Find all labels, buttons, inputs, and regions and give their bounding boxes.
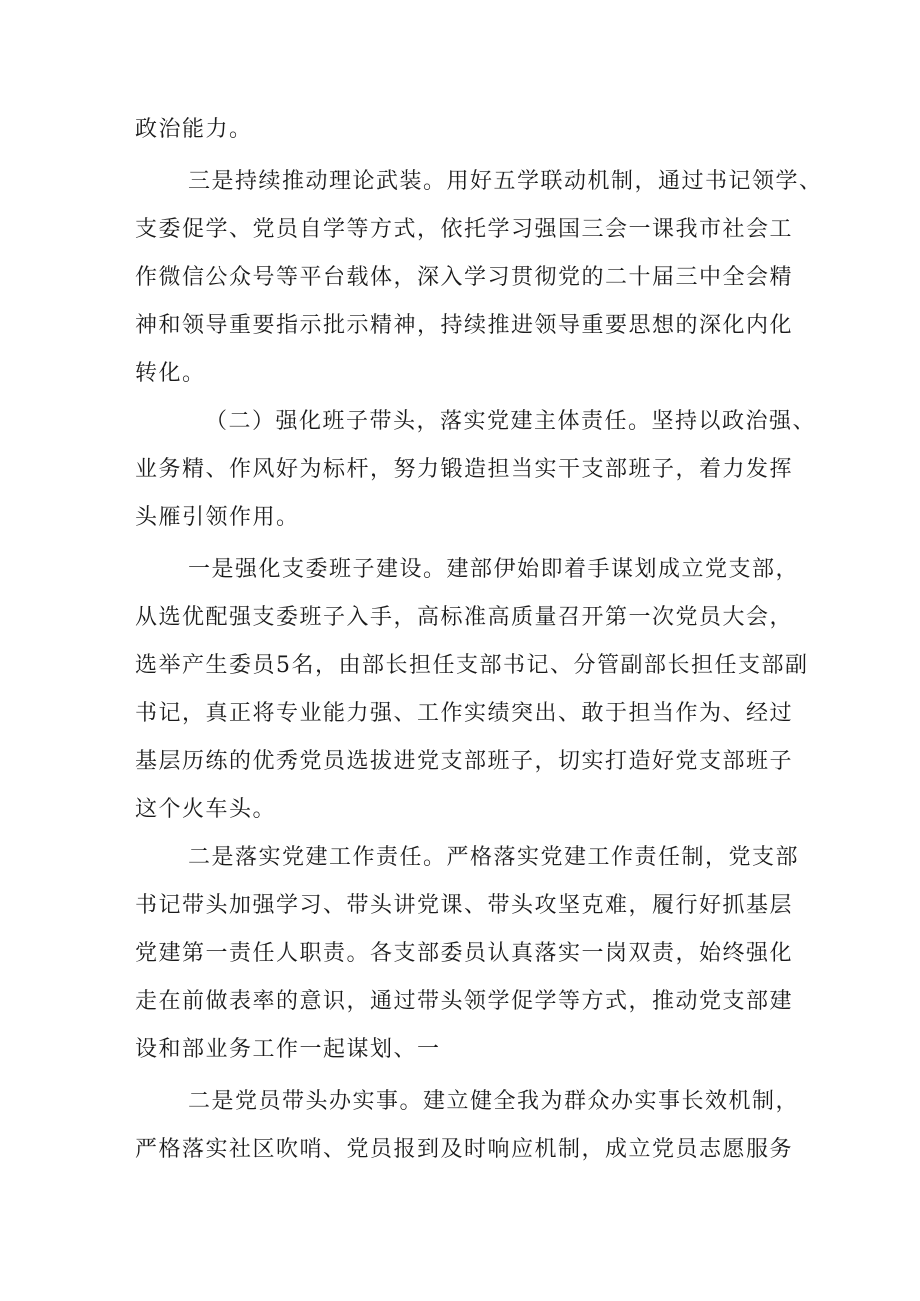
paragraph-line: 业务精、作风好为标杆，努力锻造担当实干支部班子，着力发挥 bbox=[135, 457, 794, 482]
paragraph-line: 这个火车头。 bbox=[135, 797, 277, 822]
paragraph-line: 头雁引领作用。 bbox=[135, 505, 300, 530]
paragraph-line: 政治能力。 bbox=[135, 117, 253, 142]
paragraph-line: 选举产生委员5名，由部长担任支部书记、分管副部长担任支部副 bbox=[135, 653, 809, 678]
paragraph-line: 书记带头加强学习、带头讲党课、带头攻坚克难，履行好抓基层 bbox=[135, 893, 794, 918]
paragraph-line: 作微信公众号等平台载体，深入学习贯彻党的二十届三中全会精 bbox=[135, 265, 794, 290]
paragraph-line: 党建第一责任人职责。各支部委员认真落实一岗双责，始终强化 bbox=[135, 941, 794, 966]
paragraph-line: 转化。 bbox=[135, 361, 206, 386]
paragraph-line: 严格落实社区吹哨、党员报到及时响应机制，成立党员志愿服务 bbox=[135, 1137, 794, 1162]
paragraph-line: 设和部业务工作一起谋划、一 bbox=[135, 1037, 441, 1062]
paragraph-line: 书记，真正将专业能力强、工作实绩突出、敢于担当作为、经过 bbox=[135, 701, 794, 726]
paragraph-line: 从选优配强支委班子入手，高标准高质量召开第一次党员大会， bbox=[135, 605, 794, 630]
paragraph-line: 一是强化支委班子建设。建部伊始即着手谋划成立党支部， bbox=[188, 557, 800, 582]
paragraph-line: 神和领导重要指示批示精神，持续推进领导重要思想的深化内化 bbox=[135, 313, 794, 338]
paragraph-line: 二是党员带头办实事。建立健全我为群众办实事长效机制， bbox=[188, 1089, 800, 1114]
paragraph-line: 三是持续推动理论武装。用好五学联动机制，通过书记领学、 bbox=[188, 169, 823, 194]
paragraph-line: 二是落实党建工作责任。严格落实党建工作责任制，党支部 bbox=[188, 845, 800, 870]
paragraph-line: 支委促学、党员自学等方式，依托学习强国三会一课我市社会工 bbox=[135, 217, 794, 242]
section-heading-line: （二）强化班子带头，落实党建主体责任。坚持以政治强、 bbox=[205, 409, 817, 434]
paragraph-line: 走在前做表率的意识，通过带头领学促学等方式，推动党支部建 bbox=[135, 989, 794, 1014]
paragraph-line: 基层历练的优秀党员选拔进党支部班子，切实打造好党支部班子 bbox=[135, 749, 794, 774]
